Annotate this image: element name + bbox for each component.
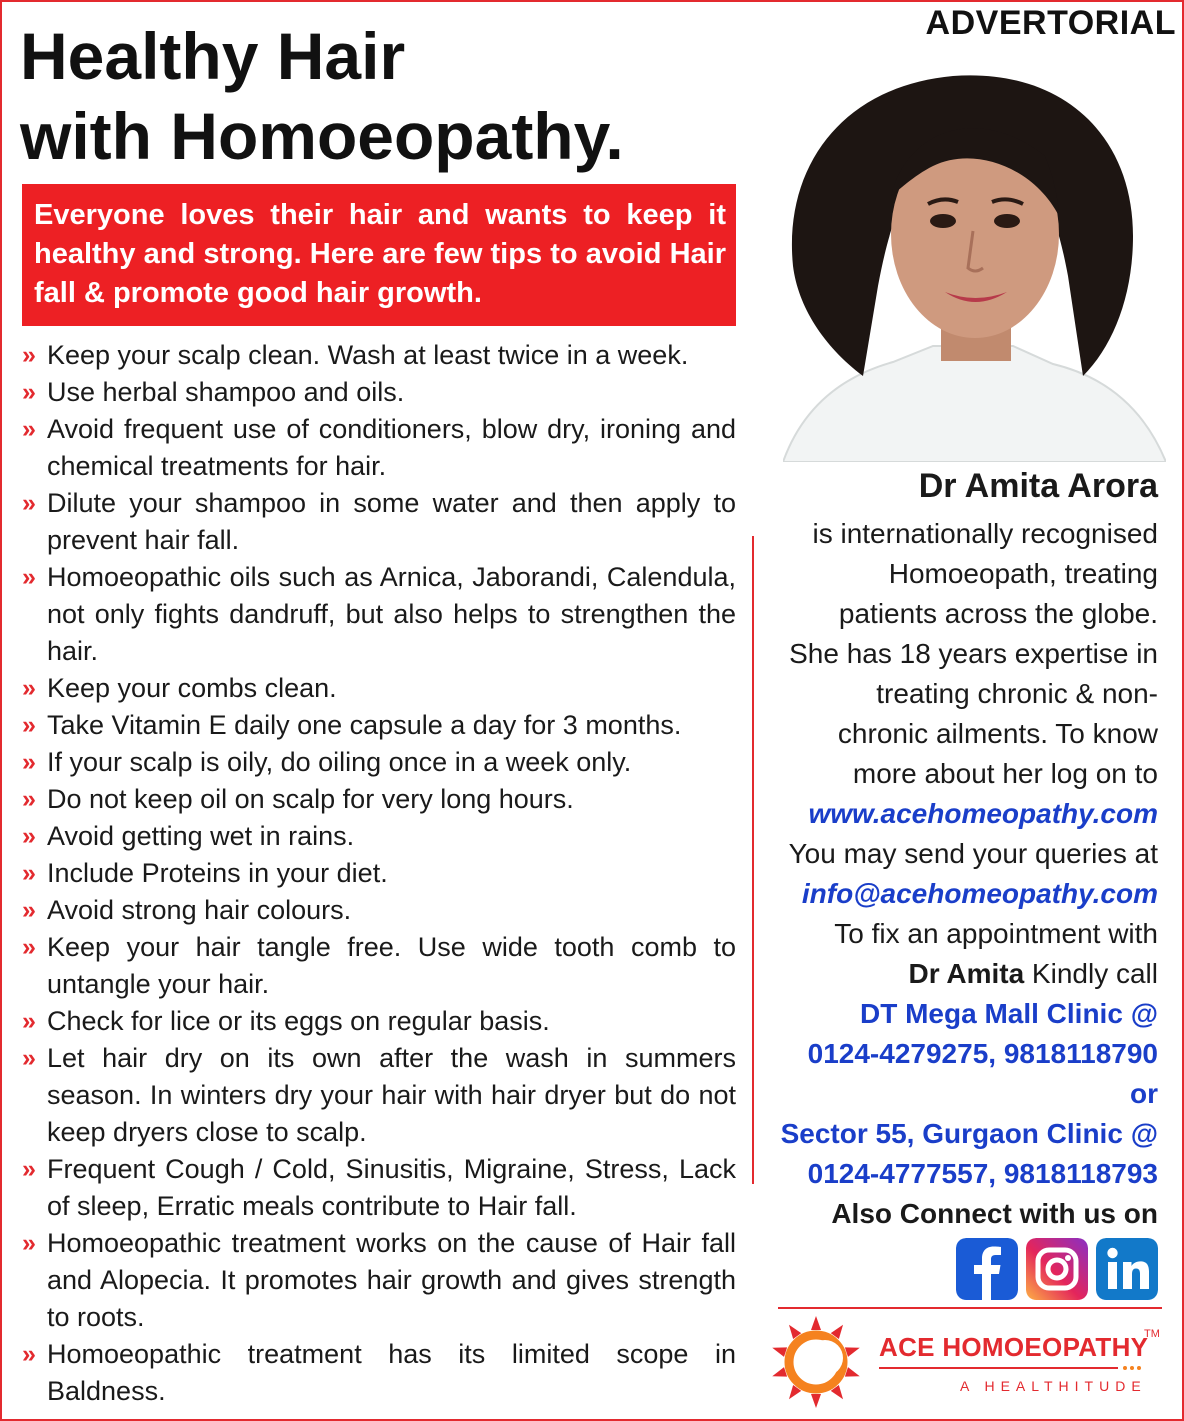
appointment-name: Dr Amita: [908, 958, 1025, 989]
tip-item: [22, 929, 736, 1003]
clinic-1-phone[interactable]: 0124-4279275, 9818118790: [807, 1038, 1158, 1069]
tip-item: [22, 892, 736, 929]
bullet-icon: »: [22, 341, 36, 369]
tip-text: Avoid frequent use of conditioners, blow dry, ironing and chemical treatments for hair.: [47, 414, 736, 481]
clinic-2-phone[interactable]: 0124-4777557, 9818118793: [807, 1158, 1158, 1189]
tip-item: [22, 337, 736, 374]
headline: [20, 16, 624, 176]
appointment-suffix: Kindly call: [1024, 958, 1158, 989]
bio-line: She has 18 years expertise in: [789, 638, 1158, 669]
bullet-icon: »: [22, 489, 36, 517]
tip-item: [22, 781, 736, 818]
tip-item: [22, 855, 736, 892]
tip-item: [22, 1003, 736, 1040]
bio-line: is internationally recognised: [812, 518, 1158, 549]
bullet-icon: »: [22, 1340, 36, 1368]
bullet-icon: »: [22, 822, 36, 850]
advertorial-label: ADVERTORIAL: [925, 4, 1176, 42]
clinic-1-name: DT Mega Mall Clinic @: [859, 998, 1158, 1029]
facebook-icon[interactable]: [956, 1238, 1018, 1300]
tip-text: Homoeopathic oils such as Arnica, Jaborandi, Calendula, not only fights dandruff, but also helps to strengthen the hair.: [47, 562, 736, 666]
bullet-icon: »: [22, 674, 36, 702]
bullet-icon: »: [22, 748, 36, 776]
connect-text: Also Connect with us on: [831, 1198, 1158, 1229]
tip-item: [22, 485, 736, 559]
tip-item: [22, 411, 736, 485]
tips-list: [22, 337, 736, 1410]
tip-item: [22, 1336, 736, 1410]
tip-text: Avoid getting wet in rains.: [47, 821, 355, 851]
tip-text: Keep your hair tangle free. Use wide tooth comb to untangle your hair.: [47, 932, 736, 999]
tip-text: Keep your combs clean.: [47, 673, 337, 703]
bullet-icon: »: [22, 1229, 36, 1257]
intro-box: Everyone loves their hair and wants to keep it healthy and strong. Here are few tips to avoid Hair fall & promote good hair growth.: [22, 184, 736, 326]
tip-text: Use herbal shampoo and oils.: [47, 377, 405, 407]
bullet-icon: »: [22, 859, 36, 887]
bio-line: chronic ailments. To know: [837, 718, 1158, 749]
bullet-icon: »: [22, 896, 36, 924]
tip-text: Avoid strong hair colours.: [47, 895, 352, 925]
tip-item: [22, 374, 736, 411]
logo-divider: [778, 1307, 1162, 1309]
bio-line: more about her log on to: [852, 758, 1158, 789]
appointment-call-line: [738, 954, 1158, 994]
website-link[interactable]: www.acehomeopathy.com: [808, 798, 1158, 829]
tip-item: [22, 559, 736, 670]
tip-text: Keep your scalp clean. Wash at least twice in a week.: [47, 340, 689, 370]
tip-item: [22, 707, 736, 744]
tip-item: [22, 1225, 736, 1336]
bullet-icon: »: [22, 1044, 36, 1072]
tip-text: Do not keep oil on scalp for very long hours.: [47, 784, 574, 814]
doctor-photo: [783, 46, 1166, 462]
tip-text: If your scalp is oily, do oiling once in a week only.: [47, 747, 632, 777]
tip-item: [22, 1040, 736, 1151]
tip-item: [22, 818, 736, 855]
bullet-icon: »: [22, 711, 36, 739]
linkedin-icon[interactable]: [1096, 1238, 1158, 1300]
queries-text: You may send your queries at: [788, 838, 1158, 869]
bullet-icon: »: [22, 1007, 36, 1035]
tip-item: [22, 1151, 736, 1225]
brand-name: ACE HOMOEOPATHY: [879, 1332, 1149, 1362]
tip-text: Homoeopathic treatment works on the cause of Hair fall and Alopecia. It promotes hair growth and gives strength to roots.: [47, 1228, 736, 1332]
sun-icon: [771, 1316, 862, 1408]
bullet-icon: »: [22, 415, 36, 443]
bullet-icon: »: [22, 785, 36, 813]
bio-line: treating chronic & non-: [876, 678, 1158, 709]
social-icons: [956, 1238, 1158, 1300]
tip-text: Include Proteins in your diet.: [47, 858, 388, 888]
appointment-text: To fix an appointment with: [834, 918, 1158, 949]
tip-text: Take Vitamin E daily one capsule a day for 3 months.: [47, 710, 682, 740]
tip-text: Let hair dry on its own after the wash in summers season. In winters dry your hair with hair dryer but do not keep dryers close to scalp.: [47, 1043, 736, 1147]
tip-text: Check for lice or its eggs on regular basis.: [47, 1006, 550, 1036]
tip-item: [22, 670, 736, 707]
clinic-2-name: Sector 55, Gurgaon Clinic @: [780, 1118, 1158, 1149]
bullet-icon: »: [22, 1155, 36, 1183]
tip-text: Frequent Cough / Cold, Sinusitis, Migraine, Stress, Lack of sleep, Erratic meals contribute to Hair fall.: [47, 1154, 736, 1221]
tip-text: Homoeopathic treatment has its limited scope in Baldness.: [47, 1339, 736, 1406]
email-link[interactable]: info@acehomeopathy.com: [801, 878, 1158, 909]
trademark: TM: [1144, 1328, 1160, 1340]
doctor-bio: [738, 514, 1158, 1234]
bullet-icon: »: [22, 933, 36, 961]
tip-item: [22, 744, 736, 781]
bio-line: patients across the globe.: [838, 598, 1158, 629]
bio-line: Homoeopath, treating: [888, 558, 1158, 589]
bullet-icon: »: [22, 563, 36, 591]
brand-tagline: A HEALTHITUDE: [960, 1378, 1147, 1394]
ace-homoeopathy-logo: [766, 1312, 1184, 1417]
instagram-icon[interactable]: [1026, 1238, 1088, 1300]
bullet-icon: »: [22, 378, 36, 406]
headline-line-2: with Homoeopathy.: [20, 99, 624, 173]
doctor-name: Dr Amita Arora: [918, 467, 1158, 505]
or-separator: or: [1130, 1078, 1158, 1109]
headline-line-1: Healthy Hair: [20, 19, 406, 93]
tip-text: Dilute your shampoo in some water and then apply to prevent hair fall.: [47, 488, 736, 555]
